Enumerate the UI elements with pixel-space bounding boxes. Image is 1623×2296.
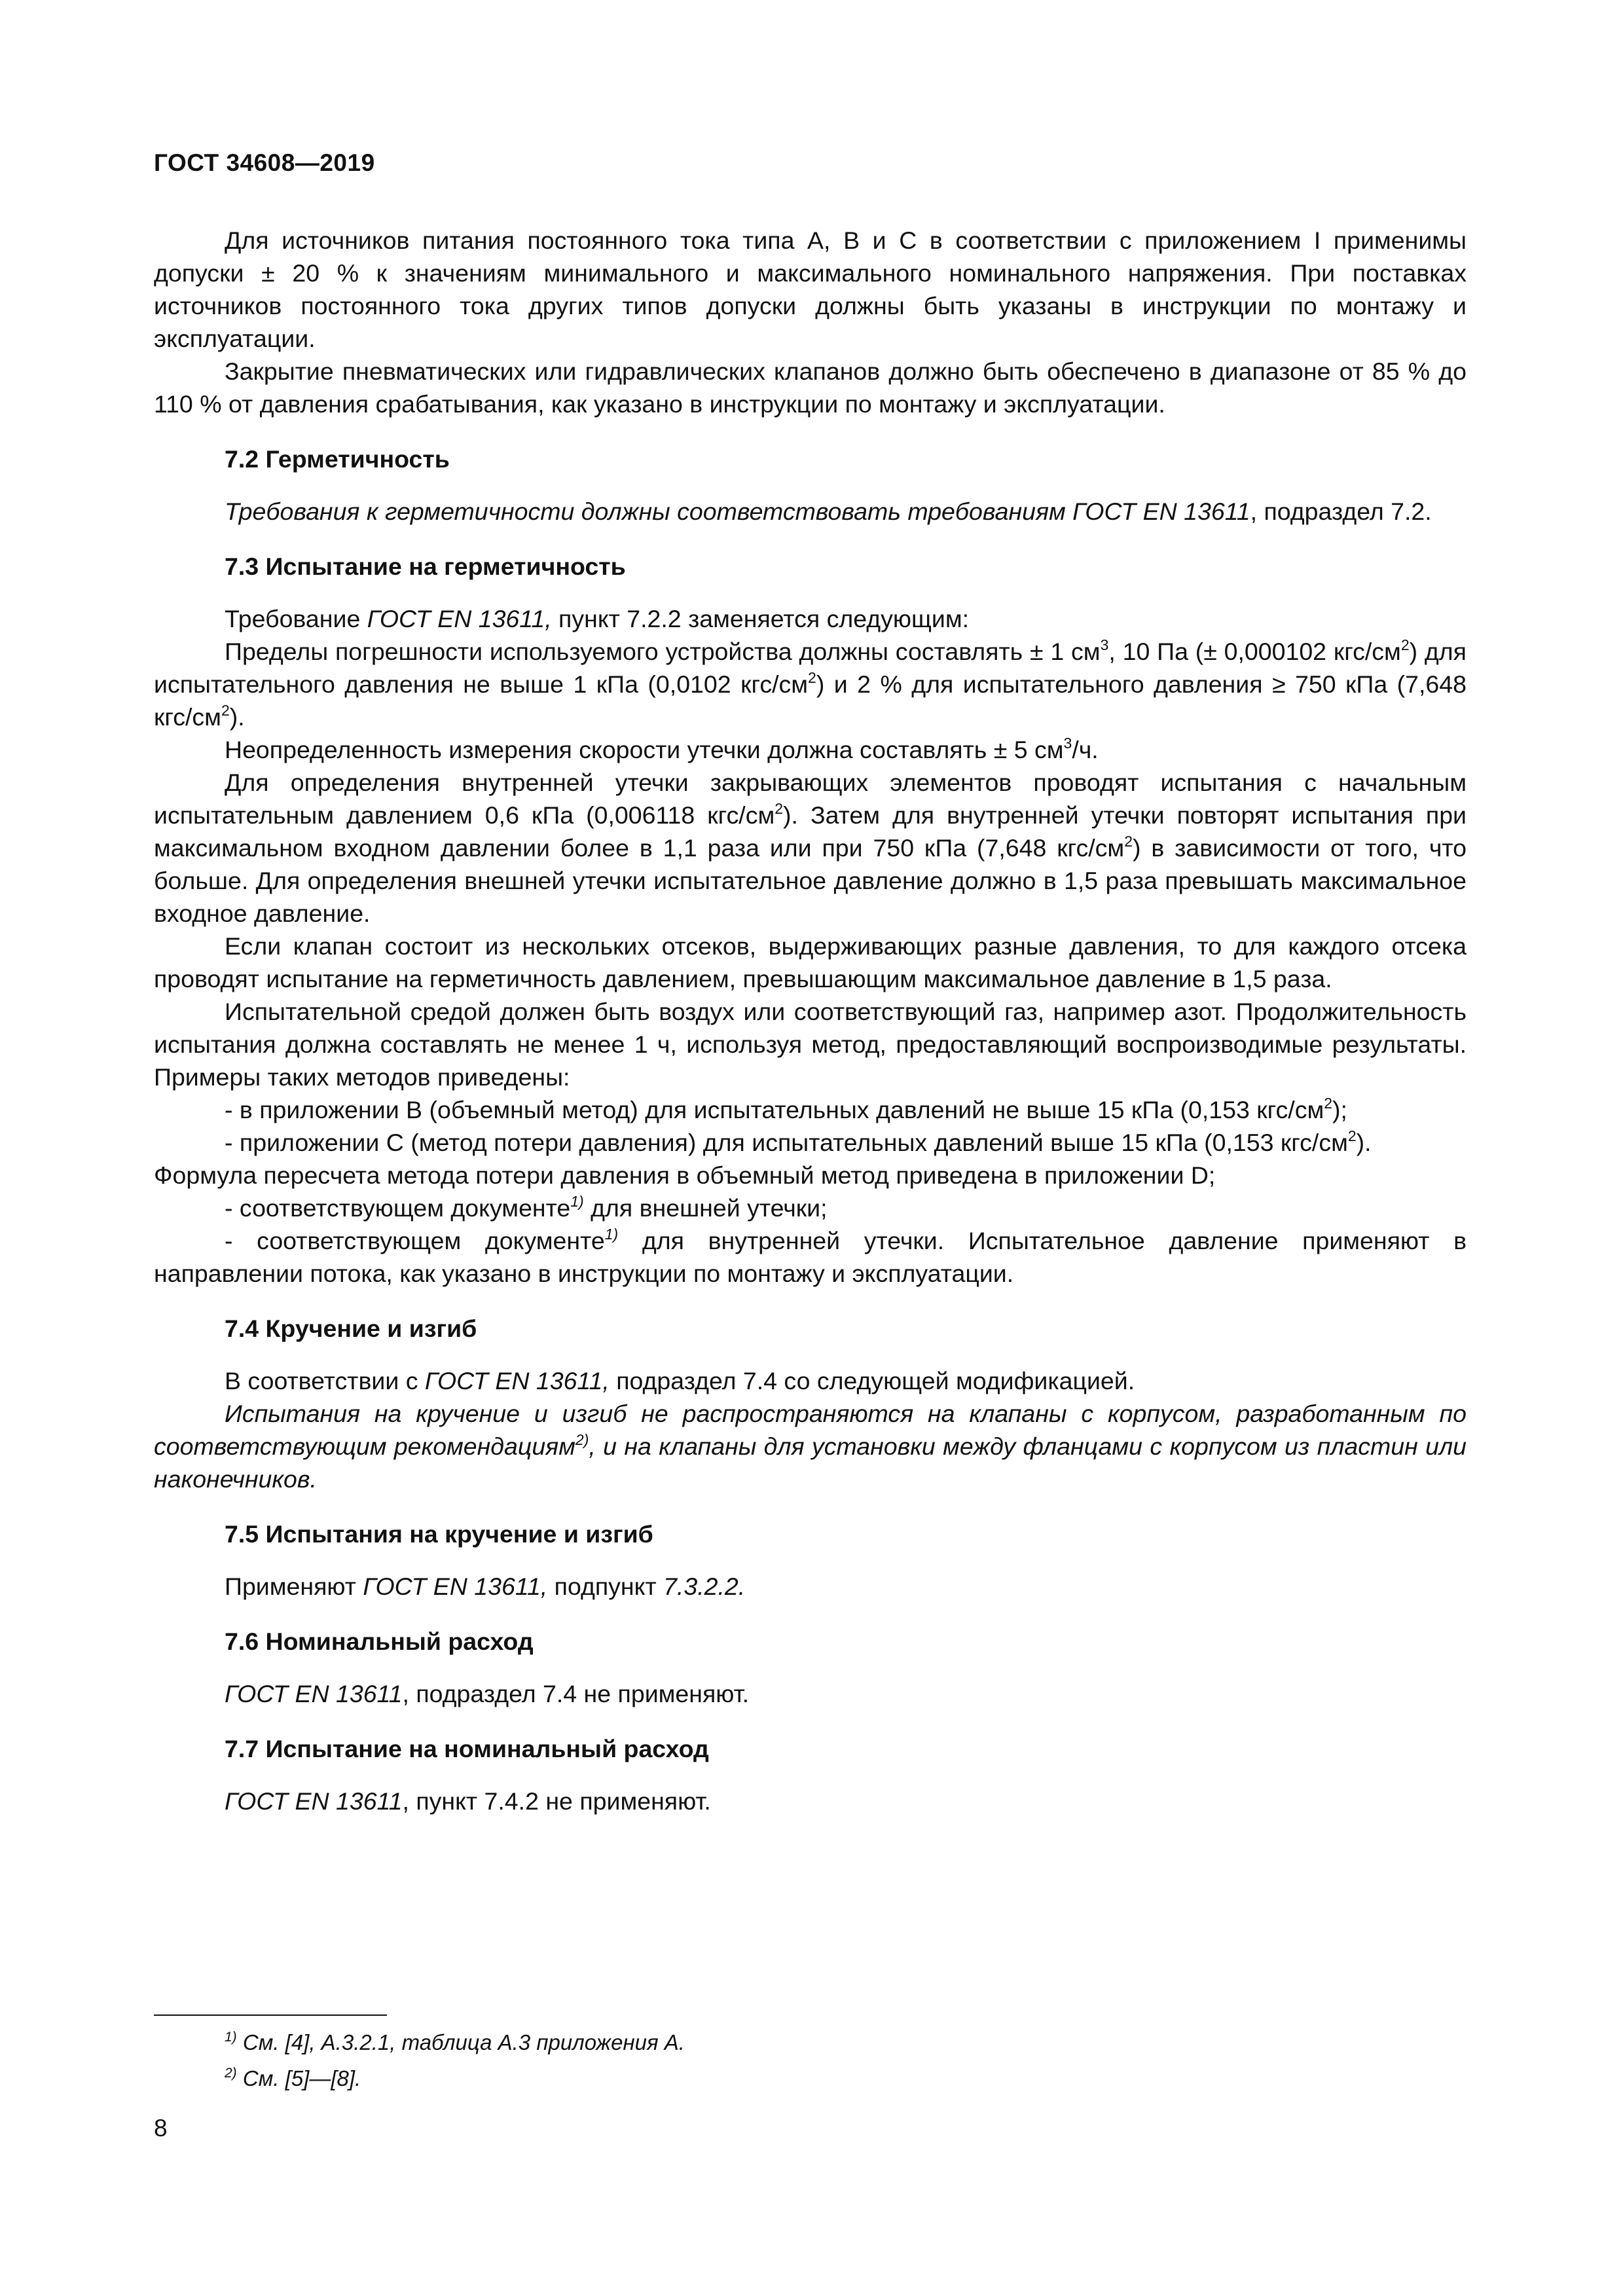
superscript: 2: [775, 800, 784, 817]
text: , подраздел 7.4 не применяют.: [402, 1680, 750, 1707]
paragraph: Если клапан состоит из нескольких отсеков, выдерживающих разные давления, то для каждого отсека проводят испытание на герметичность давлением, превышающим максимальное давление в 1,5 раза.: [154, 932, 1467, 993]
footnote-text: См. [4], А.3.2.1, таблица А.3 приложения А.: [236, 2030, 685, 2054]
text: - приложении С (метод потери давления) для испытательных давлений выше 15 кПа (0,153 кгс/см: [225, 1129, 1348, 1156]
paragraph: [154, 635, 1467, 733]
standard-reference: ГОСТ EN 13611,: [424, 1367, 610, 1394]
italic-text: 7.3.2.2.: [663, 1573, 746, 1600]
text: для внутренней утечки. Испытательное давление применяют в направлении потока, как указано в инструкции по монтажу и эксплуатации.: [154, 1227, 1467, 1287]
text: ) в зависимости от того, что больше. Для определения внешней утечки испытательное давление должно в 1,5 раза превышать максимальное входное давление.: [154, 834, 1467, 927]
paragraph: Испытательной средой должен быть воздух или соответствующий газ, например азот. Продолжительность испытания должна составлять не менее 1 ч, используя метод, предоставляющий воспроизводимые результаты. Примеры таких методов приведены:: [154, 998, 1467, 1091]
text: /ч.: [1072, 736, 1099, 763]
text: , 10 Па (± 0,000102 кгс/см: [1108, 638, 1401, 665]
standard-reference: ГОСТ EN 13611,: [367, 605, 552, 632]
text: ) и 2 % для испытательного давления ≥ 750 кПа (7,648 кгс/см: [154, 670, 1467, 731]
superscript: 2: [808, 669, 816, 686]
document-header: ГОСТ 34608—2019: [154, 149, 375, 176]
superscript: 2: [1124, 833, 1133, 850]
superscript: 2: [221, 702, 230, 719]
text: , пункт 7.4.2 не применяют.: [402, 1787, 711, 1815]
text: , подраздел 7.2.: [1250, 498, 1432, 525]
text: - соответствующем документе: [225, 1227, 605, 1254]
superscript: 2: [1400, 636, 1410, 653]
superscript: 2: [1324, 1095, 1333, 1112]
footnote-ref: 1): [570, 1193, 584, 1210]
text: ).: [1356, 1129, 1372, 1156]
text: пункт 7.2.2 заменяется следующим:: [551, 605, 970, 632]
text: ) для испытательного давления не выше 1 кПа (0,0102 кгс/см: [154, 638, 1467, 698]
standard-reference: ГОСТ EN 13611: [225, 1787, 403, 1815]
text: для внешней утечки;: [583, 1194, 828, 1222]
section-heading-7-4: 7.4 Кручение и изгиб: [225, 1315, 477, 1342]
section-heading-7-7: 7.7 Испытание на номинальный расход: [225, 1735, 709, 1762]
text: подраздел 7.4 со следующей модификацией.: [609, 1367, 1135, 1394]
paragraph: Формула пересчета метода потери давления в объемный метод приведена в приложении D;: [154, 1161, 1216, 1189]
text: Для определения внутренней утечки закрывающих элементов проводят испытания с начальным испытательным давлением 0,6 кПа (0,006118 кгс/см: [154, 769, 1467, 829]
list-item: [154, 1192, 1467, 1224]
text: подпункт: [547, 1573, 664, 1600]
superscript: 2: [1347, 1127, 1357, 1144]
standard-reference: ГОСТ EN 13611: [225, 1680, 403, 1707]
text: Испытания на кручение и изгиб не распространяются на клапаны с корпусом, разработанным по соответствующим рекомендациям: [154, 1400, 1467, 1460]
superscript: 3: [1100, 636, 1109, 653]
text: , и на клапаны для установки между фланцами с корпусом из пластин или наконечников.: [154, 1432, 1467, 1493]
paragraph: [154, 1364, 1467, 1397]
footnote-ref: 2): [575, 1431, 589, 1448]
list-item: [154, 1093, 1467, 1126]
paragraph: [154, 495, 1467, 528]
text: ). Затем для внутренней утечки повторят испытания при максимальном входном давлении более в 1,1 раза или при 750 кПа (7,648 кгс/см: [154, 801, 1467, 862]
text: Неопределенность измерения скорости утечки должна составлять ± 5 см: [225, 736, 1064, 763]
text: );: [1332, 1096, 1347, 1123]
footnotes: [225, 2024, 685, 2096]
paragraph: [154, 1397, 1467, 1495]
text: Требование: [225, 605, 367, 632]
standard-reference: ГОСТ EN 13611,: [363, 1573, 548, 1600]
text: Пределы погрешности используемого устройства должны составлять ± 1 см: [225, 638, 1101, 665]
paragraph: [154, 766, 1467, 930]
list-item: [154, 1224, 1467, 1290]
footnote-mark: 1): [225, 2030, 237, 2045]
paragraph: [154, 1677, 1467, 1710]
section-heading-7-6: 7.6 Номинальный расход: [225, 1628, 534, 1655]
footnote-ref: 1): [604, 1226, 619, 1243]
paragraph: [154, 733, 1467, 766]
paragraph: [154, 602, 1467, 635]
paragraph: [154, 1570, 1467, 1603]
footnote-text: См. [5]—[8].: [236, 2066, 361, 2090]
section-heading-7-5: 7.5 Испытания на кручение и изгиб: [225, 1520, 653, 1548]
text: - в приложении В (объемный метод) для испытательных давлений не выше 15 кПа (0,153 кгс/см: [225, 1096, 1324, 1123]
paragraph: [154, 1785, 1467, 1817]
section-heading-7-2: 7.2 Герметичность: [225, 445, 450, 473]
paragraph: Для источников питания постоянного тока типа А, В и С в соответствии с приложением I применимы допуски ± 20 % к значениям минимального и максимального номинального напряжения. При поставках источников постоянного тока других типов допуски должны быть указаны в инструкции по монтажу и эксплуатации.: [154, 227, 1467, 352]
document-body: [154, 224, 1467, 1817]
text: Применяют: [225, 1573, 363, 1600]
page-number: 8: [154, 2115, 168, 2141]
footnote-separator: [154, 2014, 387, 2016]
list-item: [154, 1126, 1467, 1159]
text: ).: [229, 703, 245, 731]
section-heading-7-3: 7.3 Испытание на герметичность: [225, 553, 626, 580]
superscript: 3: [1063, 735, 1072, 752]
text: - соответствующем документе: [225, 1194, 571, 1222]
italic-text: Требования к герметичности должны соответствовать требованиям ГОСТ EN 13611: [225, 498, 1250, 525]
footnote: [225, 2060, 685, 2096]
text: В соответствии с: [225, 1367, 425, 1394]
footnote-mark: 2): [225, 2066, 237, 2081]
paragraph: Закрытие пневматических или гидравлических клапанов должно быть обеспечено в диапазоне от 85 % до 110 % от давления срабатывания, как указано в инструкции по монтажу и эксплуатации.: [154, 357, 1467, 418]
footnote: [225, 2024, 685, 2060]
